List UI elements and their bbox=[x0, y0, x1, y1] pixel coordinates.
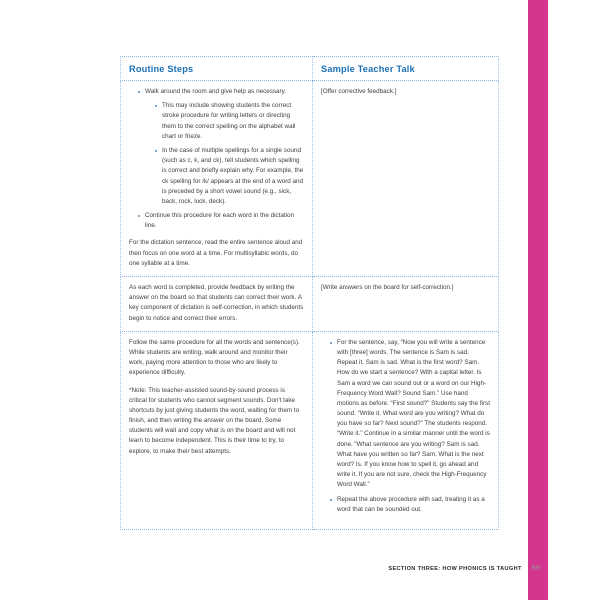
column-header-routine-steps: Routine Steps bbox=[121, 57, 313, 81]
footer-page-number: 69 bbox=[531, 563, 540, 572]
paragraph: [Offer corrective feedback.] bbox=[321, 88, 397, 95]
page-footer bbox=[388, 563, 540, 572]
cell-routine-steps-2 bbox=[121, 277, 313, 332]
table-row bbox=[121, 331, 499, 529]
cell-routine-steps-1 bbox=[121, 81, 313, 277]
paragraph: Follow the same procedure for all the words and sentence(s). While students are writing, walk around and monitor their work, paying more attention to those who are likely to experience difficulty. bbox=[129, 338, 300, 377]
cell-teacher-talk-1 bbox=[313, 81, 499, 277]
list-item bbox=[138, 87, 304, 207]
table-header-row bbox=[121, 57, 499, 81]
cell-teacher-talk-2 bbox=[313, 277, 499, 332]
paragraph-note: *Note: This teacher-assisted sound-by-sound process is critical for students who cannot segment sounds. Don't take shortcuts by just giving students the word, waiting for them to finish, and then writing the answer on the board. Some students will wait and copy what is on the board and will not learn to become independent. This is their time to try, to explore, to make their best attempts. bbox=[129, 386, 300, 455]
footer-section-title: SECTION THREE: HOW PHONICS IS TAUGHT bbox=[388, 566, 522, 572]
sub-bullet-list bbox=[145, 101, 304, 207]
bullet-list bbox=[129, 87, 304, 231]
list-item bbox=[155, 101, 304, 142]
sub-bullet-text: This may include showing students the correct stroke procedure for writing letters or directing them to the correct spelling on the alphabet wall chart or frieze. bbox=[162, 102, 296, 140]
list-item bbox=[138, 211, 304, 231]
routine-steps-table bbox=[120, 56, 499, 530]
sub-bullet-text: In the case of multiple spellings for a single sound (such as c, k, and ck), tell students which spelling is correct and briefly explain why. For example, the ck spelling for /k/ appears at the end of a word and is preceded by a short vowel sound (e.g., sick, back, rock, luck, deck). bbox=[162, 146, 304, 205]
paragraph: For the dictation sentence, read the entire sentence aloud and then focus on one word at a time. For multisyllabic words, do one syllable at a time. bbox=[129, 239, 303, 267]
paragraph: [Write answers on the board for self-correction.] bbox=[321, 284, 454, 291]
column-header-sample-teacher-talk: Sample Teacher Talk bbox=[313, 57, 499, 81]
bullet-text: Walk around the room and give help as necessary. bbox=[145, 88, 287, 95]
cell-teacher-talk-3 bbox=[313, 331, 499, 529]
table-row bbox=[121, 81, 499, 277]
page-edge-accent-bar bbox=[528, 0, 548, 600]
list-item bbox=[330, 495, 490, 515]
bullet-text: Continue this procedure for each word in the dictation line. bbox=[145, 212, 295, 230]
table-row bbox=[121, 277, 499, 332]
list-item bbox=[330, 338, 490, 491]
bullet-text: For the sentence, say, “Now you will write a sentence with [three] words. The sentence is Sam is sad. Repeat it. Sam is sad. What is the first word? Sam. How do we start a sentence? With a capital letter. Is Sam a word we can sound out or a word on our High-Frequency Word Wall? Sound Sam.” Use hand motions as before. “First sound?” Students say the first sound. “Write it. What word are you writing? What do you have so far? Next sound?” The students respond. “Write it.” Continue in a similar manner until the word is done. “What sentence are you writing? Sam is sad. What have you written so far? Sam. What is the next word? Is. If you know how to spell it, go ahead and write it. If you are not sure, check the High-Frequency Word Wall.” bbox=[337, 338, 490, 489]
bullet-list bbox=[321, 338, 490, 515]
bullet-text: Repeat the above procedure with sad, treating it as a word that can be sounded out. bbox=[337, 495, 485, 513]
paragraph: As each word is completed, provide feedback by writing the answer on the board so that students can correct their work. A key component of dictation is self-correction, in which students begin to notice and correct their errors. bbox=[129, 284, 304, 322]
page-outer-margin bbox=[548, 0, 600, 600]
cell-routine-steps-3 bbox=[121, 331, 313, 529]
list-item bbox=[155, 146, 304, 207]
